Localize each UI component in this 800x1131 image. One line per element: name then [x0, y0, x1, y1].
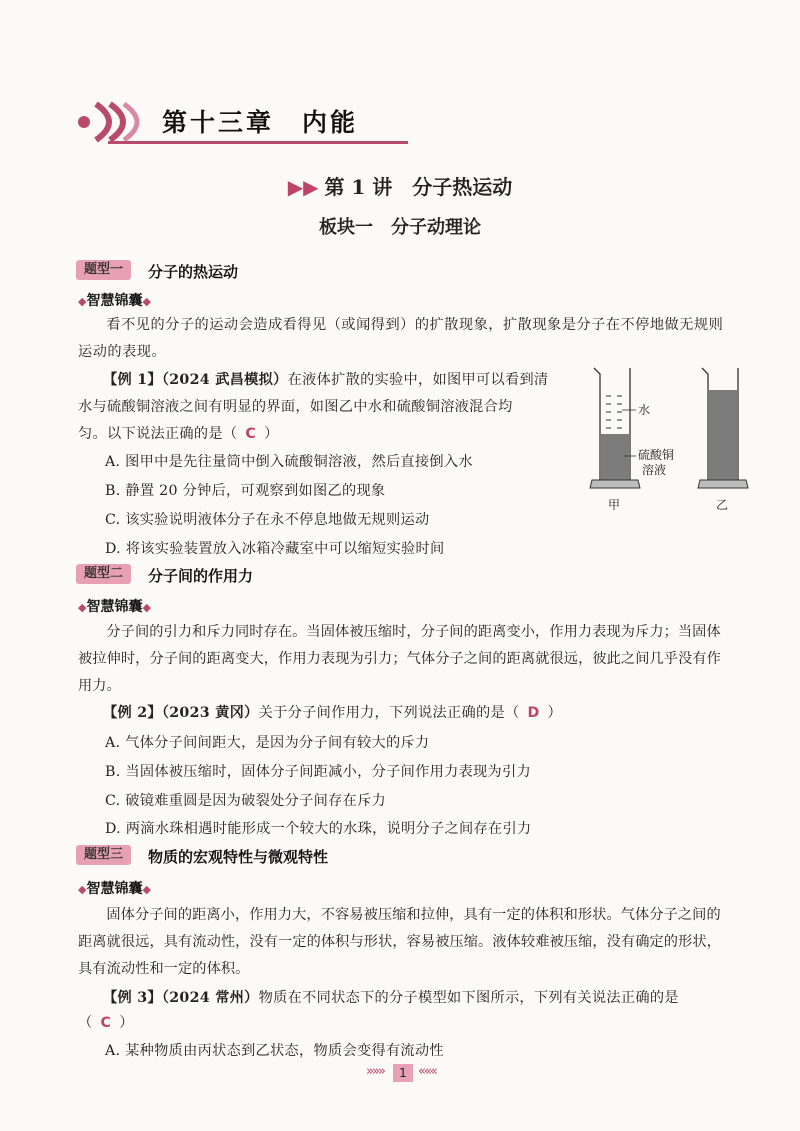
label-water: 水 [638, 403, 651, 417]
tips-label: 智慧锦囊 [86, 293, 143, 309]
example-3-close: ） [119, 1015, 134, 1031]
example-2-source: （2023 黄冈） [161, 705, 259, 721]
chapter-title: 第十三章 内能 [162, 108, 359, 137]
diamond-icon: ◆ [78, 883, 87, 896]
example-3-stem: 物质在不同状态下的分子模型如下图所示，下列有关说法正确的是 [258, 990, 679, 1006]
example-1-source: （2024 武昌模拟） [161, 372, 288, 388]
example-3-line-2 [78, 1010, 134, 1037]
example-1-label: 【例 1】 [103, 372, 162, 388]
label-solution-1: 硫酸铜 [638, 448, 675, 462]
diamond-icon: ◆ [142, 295, 151, 308]
example-1-stem-3: 匀。以下说法正确的是（ [78, 426, 238, 442]
example-2-stem: 关于分子间作用力，下列说法正确的是（ [258, 705, 520, 721]
example-1-close: ） [264, 426, 279, 442]
example-2-label: 【例 2】 [103, 705, 162, 721]
example-2-line-1 [103, 700, 562, 727]
diamond-icon: ◆ [142, 601, 151, 614]
type-title-1: 分子的热运动 [148, 263, 239, 281]
tips-heading-3 [78, 878, 151, 898]
diffusion-cylinders-figure [580, 362, 755, 522]
lesson-title [0, 171, 800, 200]
example-1-stem-1: 在液体扩散的实验中，如图甲可以看到清 [287, 372, 549, 388]
type-tag-3: 题型三 [76, 845, 131, 865]
example-1-option-c: C. 该实验说明液体分子在永不停息地做无规则运动 [105, 512, 430, 528]
type-tag-2: 题型二 [76, 564, 131, 584]
example-1-line-1 [103, 367, 548, 394]
double-arrow-icon: ▶▶ [287, 175, 319, 199]
label-solution-2: 溶液 [642, 463, 667, 477]
tips-text-3: 固体分子间的距离小，作用力大，不容易被压缩和拉伸，具有一定的体积和形状。气体分子之间的距离就很远，具有流动性，没有一定的体积与形状，容易被压缩。液体较难被压缩，没有确定的形状，具有流动性和一定的体积。 [78, 907, 721, 977]
caption-b: 乙 [716, 498, 729, 512]
example-3-label: 【例 3】 [103, 990, 162, 1006]
tips-text-2: 分子间的引力和斥力同时存在。当固体被压缩时，分子间的距离变小，作用力表现为斥力；当固体被拉伸时，分子间的距离变大，作用力表现为引力；气体分子之间的距离就很远，彼此之间几乎没有作用力。 [78, 624, 721, 694]
diamond-icon: ◆ [142, 883, 151, 896]
example-3-answer: C [100, 1015, 112, 1031]
section-title: 板块一 分子动理论 [319, 217, 481, 238]
example-1-option-a: A. 图甲中是先往量筒中倒入硫酸铜溶液，然后直接倒入水 [105, 454, 473, 470]
example-2-option-a: A. 气体分子间间距大，是因为分子间有较大的斥力 [105, 735, 430, 751]
example-3-open: （ [78, 1015, 93, 1031]
diamond-icon: ◆ [78, 295, 87, 308]
example-1-line-2: 水与硫酸铜溶液之间有明显的界面，如图乙中水和硫酸铜溶液混合均 [78, 399, 513, 415]
diamond-icon: ◆ [78, 601, 87, 614]
example-1-option-b: B. 静置 20 分钟后，可观察到如图乙的现象 [105, 483, 386, 499]
page-right-arrows-icon: ««« [418, 1064, 436, 1079]
example-2-option-c: C. 破镜难重圆是因为破裂处分子间存在斥力 [105, 793, 387, 809]
tips-label: 智慧锦囊 [86, 599, 143, 615]
example-3-option-a: A. 某种物质由丙状态到乙状态，物质会变得有流动性 [105, 1043, 444, 1059]
type-title-2: 分子间的作用力 [148, 567, 254, 585]
page-number: 1 [393, 1064, 413, 1082]
example-3-line-1 [103, 985, 679, 1012]
page-left-arrows-icon: »»» [366, 1064, 384, 1079]
example-3-source: （2024 常州） [161, 990, 259, 1006]
tips-heading-2 [78, 596, 151, 616]
example-2-close: ） [547, 705, 563, 721]
example-1-answer: C [245, 426, 257, 442]
tips-heading-1 [78, 290, 151, 310]
example-2-option-b: B. 当固体被压缩时，固体分子间距减小，分子间作用力表现为引力 [105, 764, 531, 780]
example-1-line-3 [78, 421, 279, 448]
chapter-underline [108, 141, 408, 144]
caption-a: 甲 [608, 498, 621, 512]
example-2-option-d: D. 两滴水珠相遇时能形成一个较大的水珠，说明分子之间存在引力 [105, 821, 532, 837]
lesson-title-text: 第 1 讲 分子热运动 [324, 175, 513, 199]
cylinder-b [698, 368, 748, 488]
tips-text-1: 看不见的分子的运动会造成看得见（或闻得到）的扩散现象，扩散现象是分子在不停地做无规则运动的表现。 [78, 317, 724, 360]
chapter-logo-icon [74, 96, 164, 144]
tips-label: 智慧锦囊 [86, 881, 143, 897]
type-tag-1: 题型一 [76, 260, 131, 280]
cylinder-a [590, 368, 640, 488]
example-1-option-d: D. 将该实验装置放入冰箱冷藏室中可以缩短实验时间 [105, 541, 445, 557]
example-2-answer: D [527, 705, 540, 721]
type-title-3: 物质的宏观特性与微观特性 [148, 848, 329, 866]
